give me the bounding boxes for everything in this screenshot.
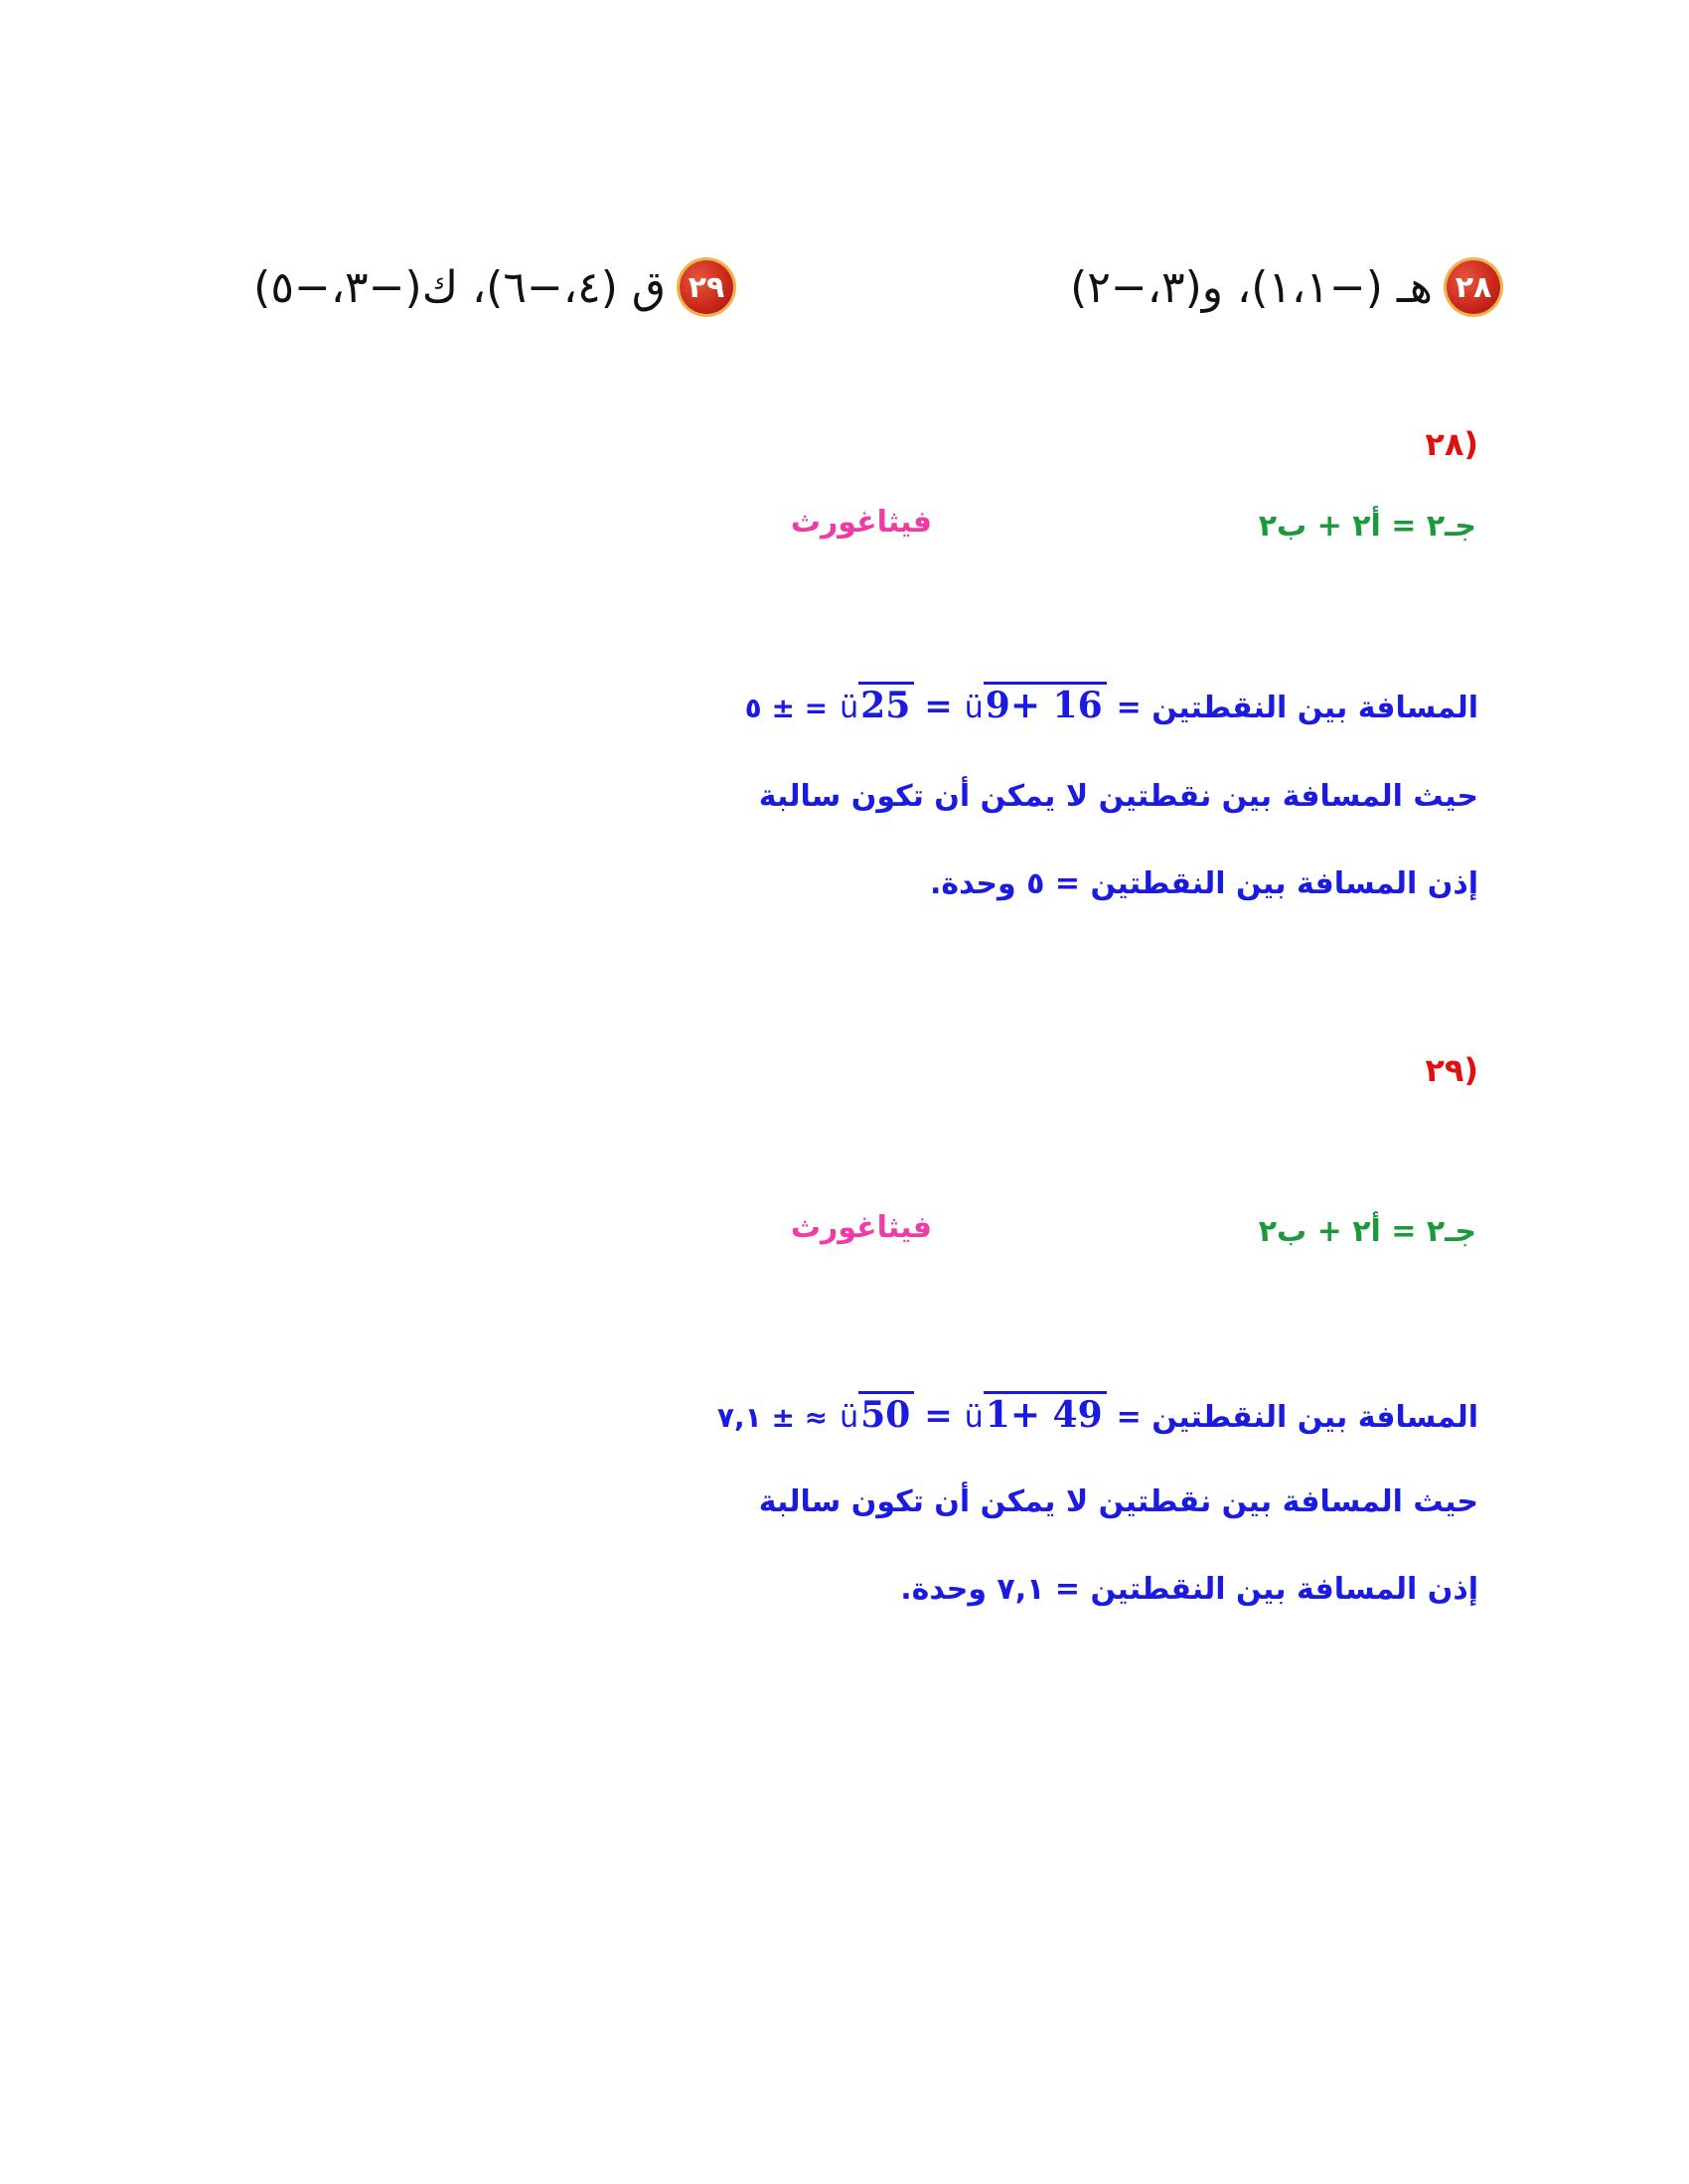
pythagoras-formula: جـ٢ = أ٢ + ب٢	[1258, 509, 1476, 544]
distance-label: المسافة بين النقطتين =	[1116, 691, 1478, 725]
conclusion: إذن المسافة بين النقطتين = ٥ وحدة.	[929, 866, 1478, 901]
conclusion: إذن المسافة بين النقطتين = ٧,١ وحدة.	[900, 1572, 1478, 1607]
sqrt-symbol: ü	[840, 691, 859, 725]
square-root	[838, 1391, 914, 1436]
radicand: 25	[858, 682, 914, 726]
radicand: 9+ 16	[984, 682, 1107, 726]
theorem-label: فيثاغورث	[790, 505, 932, 540]
explanation-note: حيث المسافة بين نقطتين لا يمكن أن تكون سالبة	[758, 1484, 1478, 1519]
square-root	[963, 1391, 1107, 1436]
result-value: = ± ٥	[744, 692, 829, 724]
radicand: 1+ 49	[984, 1391, 1107, 1436]
explanation-note: حيث المسافة بين نقطتين لا يمكن أن تكون سالبة	[758, 779, 1478, 814]
sqrt-symbol: ü	[964, 691, 984, 725]
problem-number-badge: ٢٩	[680, 260, 733, 314]
pythagoras-formula: جـ٢ = أ٢ + ب٢	[1258, 1214, 1476, 1249]
distance-calculation	[745, 682, 1478, 726]
problem-number-badge: ٢٨	[1447, 260, 1500, 314]
problem-29	[253, 260, 733, 314]
problem-28	[1070, 260, 1500, 314]
distance-calculation	[717, 1391, 1478, 1436]
equals-sign: =	[924, 1396, 953, 1436]
problem-text: هـ (−١،١)، و(٣،−٢)	[1070, 261, 1433, 313]
sqrt-symbol: ü	[964, 1400, 984, 1435]
theorem-label: فيثاغورث	[790, 1210, 932, 1245]
square-root	[838, 682, 914, 726]
radicand: 50	[858, 1391, 914, 1436]
problem-text: ق (٤،−٦)، ك(−٣،−٥)	[253, 261, 666, 313]
sqrt-symbol: ü	[840, 1400, 859, 1435]
solution-number-29: (٢٩	[1425, 1051, 1478, 1089]
distance-label: المسافة بين النقطتين =	[1116, 1400, 1478, 1435]
equals-sign: =	[924, 687, 953, 726]
square-root	[963, 682, 1107, 726]
solution-number-28: (٢٨	[1425, 425, 1478, 463]
result-value: ≈ ± ٧,١	[716, 1401, 829, 1434]
